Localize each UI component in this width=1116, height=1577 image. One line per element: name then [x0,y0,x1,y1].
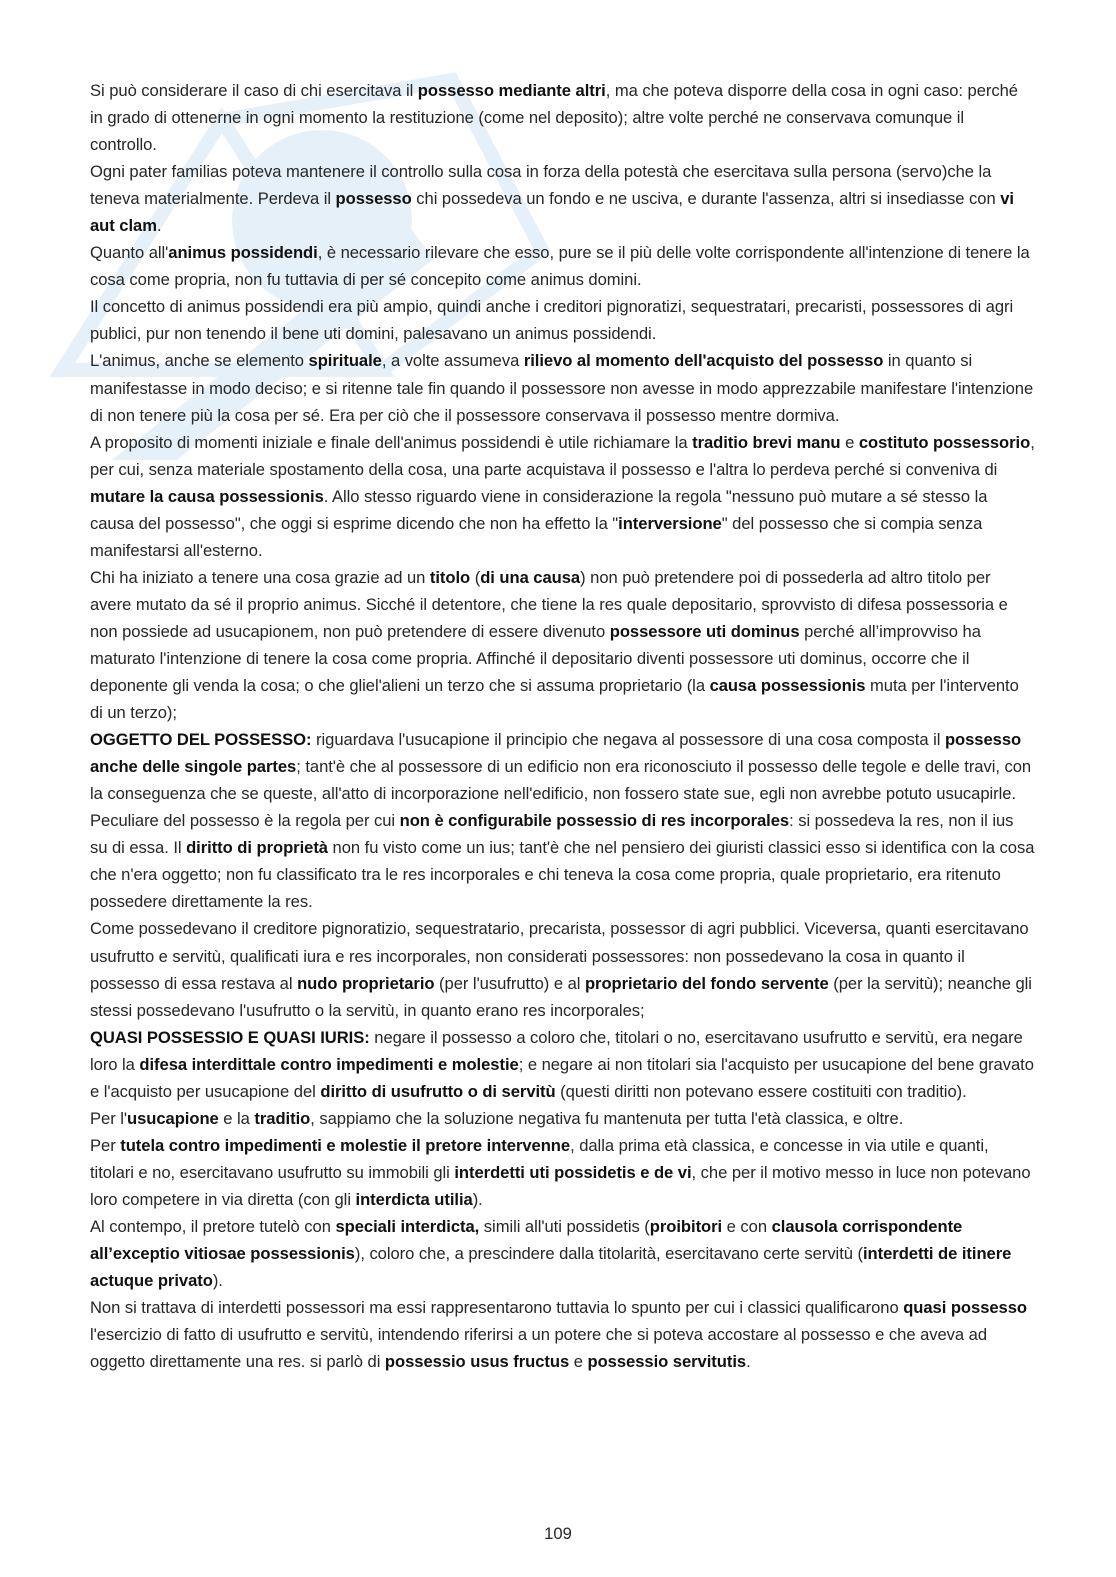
highlighted-term: QUASI POSSESSIO E QUASI IURIS: [90,1027,370,1047]
highlighted-term: proibitori [649,1216,723,1236]
paragraph [90,1132,1035,1213]
text-run: ). [472,1189,483,1209]
highlighted-term: interversione [618,513,722,533]
highlighted-term: mutare la causa possessionis [90,486,324,506]
document-body [90,77,1035,1375]
text-run: e [840,432,859,452]
highlighted-term: costituto possessorio [858,432,1031,452]
paragraph [90,1294,1035,1375]
text-run: in quanto si manifestasse in modo deciso; e si ritenne tale fin quando il possessore non avesse in modo apprezzabile manifestare l'intenzione di non tenere più la cosa per sé. Era per ciò che il possessore conservava il possesso mentre dormiva. [90,351,1034,425]
highlighted-term: causa possessionis [709,676,866,696]
highlighted-term: speciali interdicta, [335,1216,480,1236]
text-run: " del possesso che si compia senza manifestarsi all'esterno. [90,513,983,560]
highlighted-term: possessore uti dominus [609,621,800,641]
text-run: Come possedevano il creditore pignoratizio, sequestratario, precarista, possessor di agri pubblici. Viceversa, quanti esercitavano usufrutto e servitù, qualificati iura e res incorporales, non considerati possessores: non possedevano la cosa in quanto il possesso di essa restava al [90,919,1029,993]
text-run: ( [470,567,481,587]
text-run: , sappiamo che la soluzione negativa fu mantenuta per tutta l'età classica, e oltre. [310,1108,904,1128]
text-run: , è necessario rilevare che esso, pure se il più delle volte corrispondente all'intenzione di tenere la cosa come propria, non fu tuttavia di per sé concepito come animus domini. [90,243,1030,290]
text-run: Si può considerare il caso di chi esercitava il [90,81,418,100]
text-run: Quanto all' [90,243,169,263]
paragraph [90,158,1035,239]
highlighted-term: vi aut clam [90,189,1014,236]
text-run: Non si trattava di interdetti possessori ma essi rappresentarono tuttavia lo spunto per cui i classici qualificarono [90,1298,904,1318]
highlighted-term: diritto di proprietà [186,838,328,858]
text-run: riguardava l'usucapione il principio che negava al possessore di una cosa composta il [311,730,945,750]
text-run: Peculiare del possesso è la regola per cui [90,811,400,831]
highlighted-term: non è configurabile possessio di res incorporales [399,811,790,831]
paragraph [90,1213,1035,1294]
highlighted-term: titolo [429,567,471,587]
text-run: e la [218,1108,255,1128]
text-run: muta per l'intervento di un terzo); [90,676,1019,723]
text-run: , per cui, senza materiale spostamento della cosa, una parte acquistava il possesso e l'altra lo perdeva perché si conveniva di [90,432,1035,479]
text-run: Per [90,1135,121,1155]
highlighted-term: difesa interdittale contro impedimenti e molestie [139,1054,519,1074]
highlighted-term: traditio [254,1108,311,1128]
text-run: Al contempo, il pretore tutelò con [90,1216,336,1236]
highlighted-term: possesso [335,189,412,209]
text-run: chi possedeva un fondo e ne usciva, e durante l'assenza, altri si insediasse con [411,189,1001,209]
text-run: : si possedeva la res, non il ius su di essa. Il [90,811,1014,858]
paragraph [90,239,1035,293]
paragraph [90,915,1035,1023]
text-run: ). [212,1271,223,1291]
highlighted-term: interdetti uti possidetis e de vi [454,1162,692,1182]
text-run: perché all’improvviso ha maturato l'intenzione di tenere la cosa come propria. Affinché il depositario diventi possessore uti dominus, occorre che il deponente gli venda la cosa; o che gliel'alieni un terzo che si assuma proprietario (la [90,621,981,696]
highlighted-term: interdetti de itinere actuque privato [90,1244,1012,1291]
highlighted-term: possesso mediante altri [417,81,606,100]
text-run: . [156,216,162,236]
paragraph [90,807,1035,915]
highlighted-term: possesso anche delle singole partes [90,730,1022,777]
paragraph [90,1024,1035,1105]
text-run: Ogni pater familias poteva mantenere il controllo sulla cosa in forza della potestà che esercitava sulla persona (servo)che la teneva materialmente. Perdeva il [90,162,992,209]
highlighted-term: nudo proprietario [297,973,435,993]
highlighted-term: proprietario del fondo servente [584,973,829,993]
text-run: . Allo stesso riguardo viene in considerazione la regola "nessuno può mutare a sé stesso la causa del possesso", che oggi si esprime dicendo che non ha effetto la " [90,486,988,533]
text-run: (per la servitù); neanche gli stessi possedevano l'usufrutto o la servitù, in quanto erano res incorporales; [90,973,1032,1020]
paragraph [90,564,1035,726]
text-run: ) non può pretendere poi di possederla ad altro titolo per avere mutato da sé il proprio animus. Sicché il detentore, che tiene la res quale depositario, sprovvisto di difesa possessoria e non possiede ad usucapionem, non può pretendere di essere divenuto [90,567,1008,641]
highlighted-term: possessio servitutis [587,1352,747,1372]
text-run: , dalla prima età classica, e concesse in via utile e quanti, titolari e no, esercitavano usufrutto su immobili gli [90,1135,989,1182]
paragraph [90,77,1035,158]
highlighted-term: animus possidendi [168,243,318,263]
highlighted-term: possessio usus fructus [384,1352,570,1372]
highlighted-term: quasi possesso [903,1298,1027,1318]
text-run: (per l'usufrutto) e al [434,973,585,993]
highlighted-term: di una causa [480,567,581,587]
highlighted-term: interdicta utilia [355,1189,473,1209]
highlighted-term: spirituale [308,351,382,371]
text-run: e [569,1352,588,1372]
text-run: ; e negare ai non titolari sia l'acquisto per usucapione del bene gravato e l'acquisto per usucapione del [90,1054,1034,1101]
text-run: ), coloro che, a prescindere dalla titolarità, esercitavano certe servitù ( [354,1244,863,1264]
highlighted-term: traditio brevi manu [692,432,841,452]
text-run: ; tant'è che al possessore di un edificio non era riconosciuto il possesso delle tegole e delle travi, con la conseguenza che se queste, all'atto di incorporazione nell'edificio, non fossero state sue, egli non avrebbe potuto usucapirle. [90,757,1032,804]
highlighted-term: tutela contro impedimenti e molestie il pretore intervenne [120,1135,571,1155]
highlighted-term: usucapione [127,1108,219,1128]
paragraph [90,347,1035,428]
page-number: 109 [544,1524,572,1543]
text-run: Per l' [90,1108,127,1128]
text-run: L'animus, anche se elemento [90,351,309,371]
paragraph [90,726,1035,807]
paragraph [90,1105,1035,1132]
text-run: , ma che poteva disporre della cosa in ogni caso: perché in grado di ottenerne in ogni momento la restituzione (come nel deposito); altre volte perché ne conservava comunque il controllo. [90,81,1018,155]
text-run: e con [722,1216,772,1236]
text-run: non fu visto come un ius; tant'è che nel pensiero dei giuristi classici esso si identifica con la cosa che n'era oggetto; non fu classificato tra le res incorporales e chi teneva la cosa come propria, quale proprietario, era ritenuto possedere direttamente la res. [90,838,1035,912]
text-run: Il concetto di animus possidendi era più ampio, quindi anche i creditori pignoratizi, sequestratari, precaristi, possessores di agri publici, pur non tenendo il bene uti domini, palesavano un animus possidendi. [90,297,1014,344]
text-run: , che per il motivo messo in luce non potevano loro competere in via diretta (con gli [90,1162,1031,1209]
text-run: simili all'uti possidetis ( [479,1216,650,1236]
text-run: . [746,1352,751,1372]
paragraph [90,429,1035,564]
text-run: A proposito di momenti iniziale e finale dell'animus possidendi è utile richiamare la [90,432,693,452]
text-run: , a volte assumeva [381,351,524,371]
text-run: (questi diritti non potevano essere costituiti con traditio). [555,1081,967,1101]
text-run: Chi ha iniziato a tenere una cosa grazie ad un [90,567,430,587]
highlighted-term: OGGETTO DEL POSSESSO: [90,730,312,750]
highlighted-term: clausola corrispondente all’exceptio vitiosae possessionis [90,1216,963,1264]
highlighted-term: rilievo al momento dell'acquisto del possesso [523,351,884,371]
paragraph [90,293,1035,347]
text-run: negare il possesso a coloro che, titolari o no, esercitavano usufrutto e servitù, era negare loro la [90,1027,1023,1074]
highlighted-term: diritto di usufrutto o di servitù [320,1081,556,1101]
text-run: l'esercizio di fatto di usufrutto e servitù, intendendo riferirsi a un potere che si poteva accostare al possesso e che aveva ad oggetto direttamente una res. si parlò di [90,1325,988,1372]
